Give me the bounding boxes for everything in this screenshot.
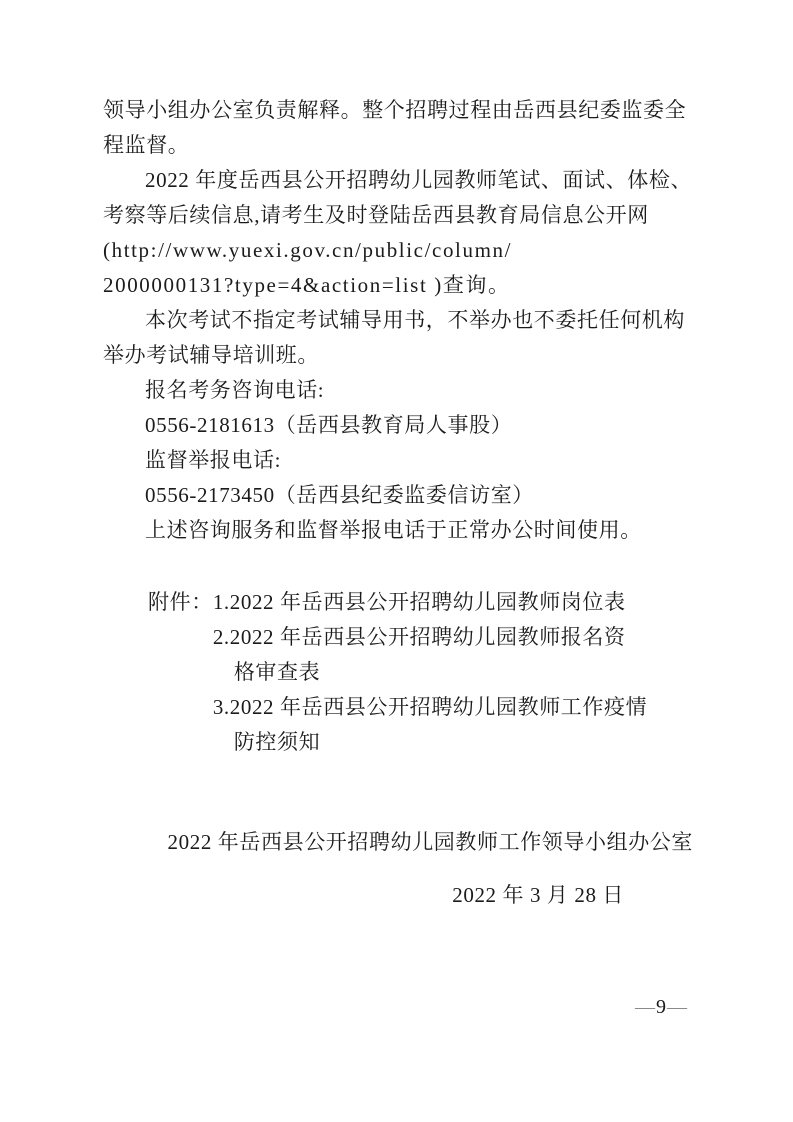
attachment-item: 1.2022 年岳西县公开招聘幼儿园教师岗位表 <box>212 590 626 614</box>
attachments-label: 附件： <box>148 590 213 614</box>
body-line-url: 2000000131?type=4&action=list )查询。 <box>103 273 511 297</box>
page-number <box>635 996 687 1018</box>
attachment-item: 3.2022 年岳西县公开招聘幼儿园教师工作疫情 <box>212 695 648 719</box>
signature-office: 2022 年岳西县公开招聘幼儿园教师工作领导小组办公室 <box>167 830 693 854</box>
attachment-item-continuation: 防控须知 <box>233 730 321 754</box>
attachment-item-continuation: 格审查表 <box>233 660 321 684</box>
body-line-phone-number: 0556-2181613（岳西县教育局人事股） <box>145 413 513 437</box>
body-line-phone-label: 监督举报电话: <box>145 448 282 472</box>
body-line: 举办考试辅导培训班。 <box>103 343 319 367</box>
page-number-dash-left: — <box>635 996 655 1018</box>
body-line-phone-number: 0556-2173450（岳西县纪委监委信访室） <box>145 483 534 507</box>
body-line-phone-label: 报名考务咨询电话: <box>145 378 325 402</box>
body-line: 考察等后续信息,请考生及时登陆岳西县教育局信息公开网 <box>103 203 649 227</box>
body-line: 上述咨询服务和监督举报电话于正常办公时间使用。 <box>145 518 642 542</box>
attachments-block <box>103 585 693 760</box>
attachment-item: 2.2022 年岳西县公开招聘幼儿园教师报名资 <box>212 625 626 649</box>
body-line: 领导小组办公室负责解释。整个招聘过程由岳西县纪委监委全 <box>103 98 687 122</box>
attachments-list <box>213 585 647 760</box>
body-line: 2022 年度岳西县公开招聘幼儿园教师笔试、面试、体检、 <box>145 168 693 192</box>
page-number-dash-right: — <box>667 996 687 1018</box>
body-line-url: (http://www.yuexi.gov.cn/public/column/ <box>103 238 513 262</box>
body-line: 本次考试不指定考试辅导用书，不举办也不委托任何机构 <box>145 308 685 332</box>
page-number-value: 9 <box>656 996 666 1018</box>
signature-date: 2022 年 3 月 28 日 <box>452 883 624 907</box>
body-line: 程监督。 <box>103 133 190 157</box>
